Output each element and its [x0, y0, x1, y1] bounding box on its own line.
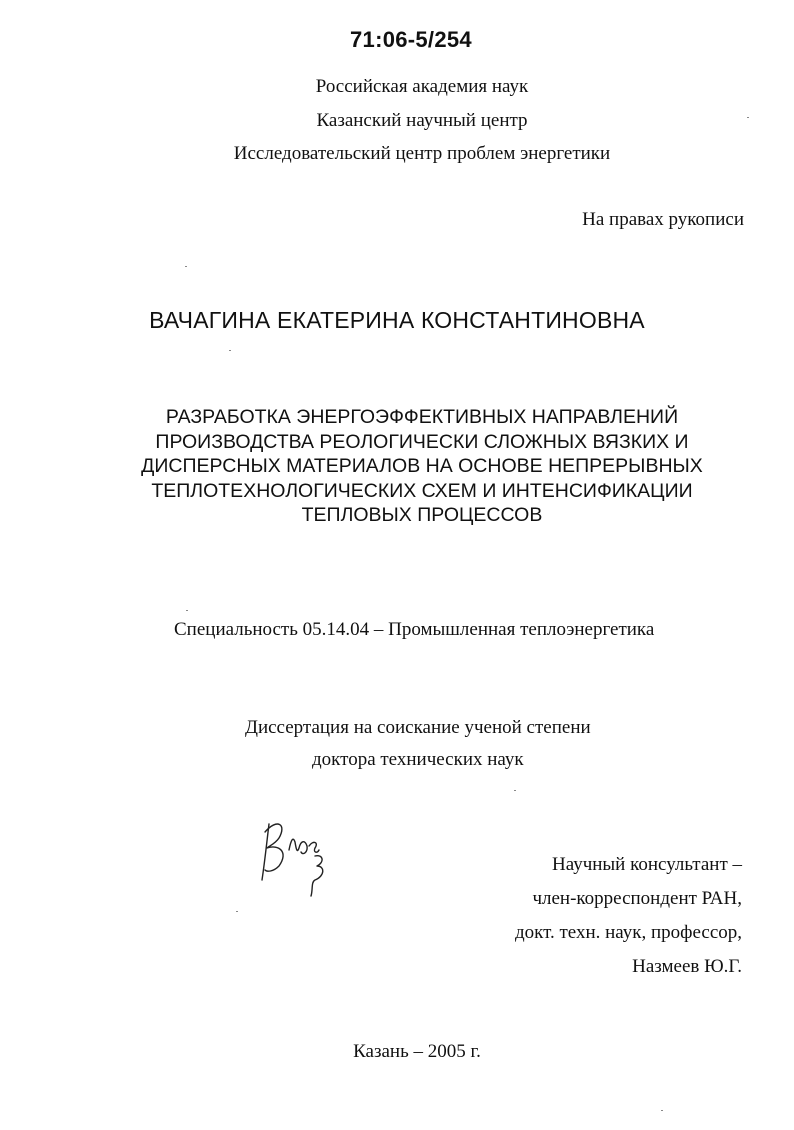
consultant-line: Назмеев Ю.Г. — [632, 956, 742, 977]
institution-line-center: Казанский научный центр — [316, 110, 528, 131]
degree-line-2: доктора технических наук — [312, 749, 524, 770]
title-line: ПРОИЗВОДСТВА РЕОЛОГИЧЕСКИ СЛОЖНЫХ ВЯЗКИХ И — [155, 430, 689, 453]
institution-line-research: Исследовательский центр проблем энергетики — [233, 143, 611, 164]
degree-line-1: Диссертация на соискание ученой степени — [245, 717, 591, 738]
scan-speck — [185, 266, 187, 267]
specialty: Специальность 05.14.04 – Промышленная теплоэнергетика — [174, 619, 655, 640]
signature — [253, 810, 343, 900]
scan-speck — [229, 350, 231, 351]
rights-note: На правах рукописи — [582, 209, 744, 230]
scan-speck — [186, 610, 188, 611]
scan-speck — [661, 1110, 663, 1111]
scan-speck — [747, 117, 749, 118]
title-line: ДИСПЕРСНЫХ МАТЕРИАЛОВ НА ОСНОВЕ НЕПРЕРЫВНЫХ — [141, 455, 703, 477]
scan-speck — [236, 911, 238, 912]
institution-line-academy: Российская академия наук — [315, 76, 529, 97]
consultant-block — [515, 848, 742, 984]
author-name: ВАЧАГИНА ЕКАТЕРИНА КОНСТАНТИНОВНА — [149, 307, 645, 333]
city-year: Казань – 2005 г. — [353, 1041, 481, 1062]
title-line: ТЕПЛОТЕХНОЛОГИЧЕСКИХ СХЕМ И ИНТЕНСИФИКАЦИИ — [151, 479, 693, 502]
dissertation-title — [0, 405, 794, 528]
consultant-line: Научный консультант – — [552, 854, 742, 875]
title-line: РАЗРАБОТКА ЭНЕРГОЭФФЕКТИВНЫХ НАПРАВЛЕНИЙ — [165, 406, 679, 428]
consultant-line: член-корреспондент РАН, — [532, 888, 742, 909]
catalog-code: 71:06-5/254 — [350, 27, 472, 52]
title-line: ТЕПЛОВЫХ ПРОЦЕССОВ — [301, 504, 543, 526]
consultant-line: докт. техн. наук, профессор, — [514, 922, 742, 943]
scan-speck — [514, 790, 516, 791]
